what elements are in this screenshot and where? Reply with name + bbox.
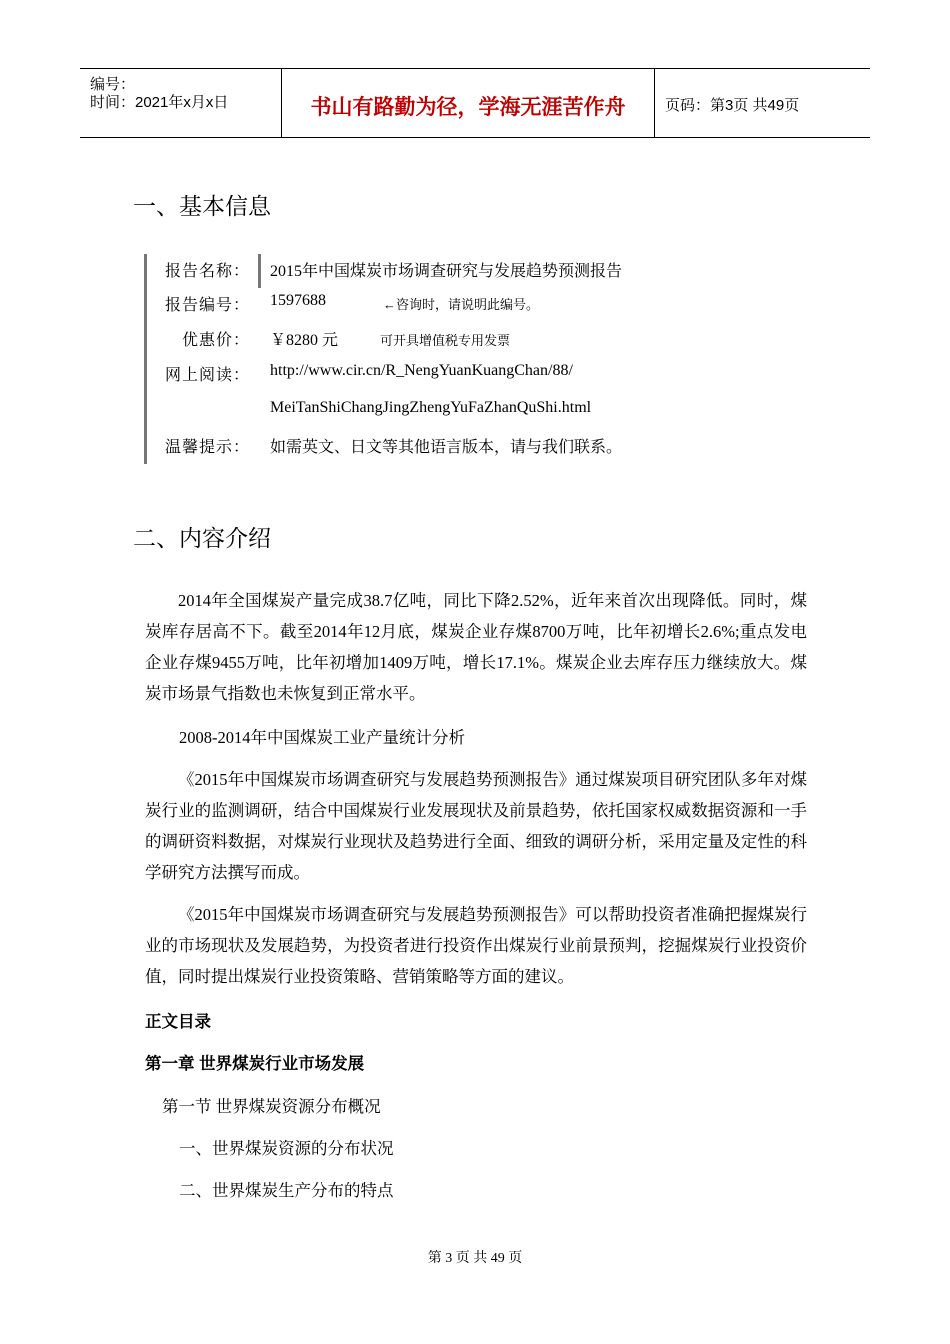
report-number-note: ←咨询时，请说明此编号。 xyxy=(383,297,540,312)
report-name-value: 2015年中国煤炭市场调查研究与发展趋势预测报告 xyxy=(270,263,623,280)
info-value-bar xyxy=(258,254,261,288)
price-value: ￥8280 元 xyxy=(270,332,339,349)
page-footer: 第 3 页 共 49 页 xyxy=(427,1251,523,1266)
toc-heading: 正文目录 xyxy=(145,1013,211,1031)
date-line: 时间：2021年x月x日 xyxy=(90,94,229,111)
intro-paragraph-1: 2014年全国煤炭产量完成38.7亿吨，同比下降2.52%，近年来首次出现降低。同时，煤炭库存居高不下。截至2014年12月底，煤炭企业存煤8700万吨，比年初增长2.6%;重点发电企业存煤9455万吨，比年初增加1409万吨，增长17.1%。煤炭企业去库存压力继续放大。煤炭市场景气指数也未恢复到正常水平。 xyxy=(145,591,807,703)
intro-paragraph-2: 2008-2014年中国煤炭工业产量统计分析 xyxy=(179,728,465,747)
header-meta-cell xyxy=(80,69,282,137)
price-label: 优惠价： xyxy=(182,332,251,349)
report-number-label: 报告编号： xyxy=(165,297,251,314)
header-motto-cell xyxy=(282,69,655,137)
report-name-label: 报告名称： xyxy=(165,263,251,280)
info-left-bar xyxy=(144,254,147,464)
price-note: 可开具增值税专用发票 xyxy=(380,333,511,348)
page-header xyxy=(80,68,870,138)
report-number-value: 1597688 xyxy=(270,292,326,309)
toc-item-1[interactable]: 一、世界煤炭资源的分布状况 xyxy=(179,1139,394,1158)
intro-paragraph-3: 《2015年中国煤炭市场调查研究与发展趋势预测报告》通过煤炭项目研究团队多年对煤炭行业的监测调研，结合中国煤炭行业发展现状及前景趋势，依托国家权威数据资源和一手的调研资料数据，对煤炭行业现状及趋势进行全面、细致的调研分析，采用定量及定性的科学研究方法撰写而成。 xyxy=(145,770,807,882)
intro-paragraph-4: 《2015年中国煤炭市场调查研究与发展趋势预测报告》可以帮助投资者准确把握煤炭行业的市场现状及发展趋势，为投资者进行投资作出煤炭行业前景预判，挖掘煤炭行业投资价值，同时提出煤炭行业投资策略、营销策略等方面的建议。 xyxy=(145,905,807,986)
toc-item-2[interactable]: 二、世界煤炭生产分布的特点 xyxy=(179,1181,394,1200)
section-title-basic-info: 一、基本信息 xyxy=(133,193,271,219)
online-read-link[interactable]: http://www.cir.cn/R_NengYuanKuangChan/88/ xyxy=(270,362,573,379)
online-read-label: 网上阅读： xyxy=(165,367,251,384)
toc-section-1[interactable]: 第一节 世界煤炭资源分布概况 xyxy=(162,1097,381,1116)
header-page-cell xyxy=(655,69,870,137)
section-title-content: 二、内容介绍 xyxy=(133,525,271,551)
toc-chapter-1[interactable]: 第一章 世界煤炭行业市场发展 xyxy=(145,1055,365,1073)
online-read-link-cont[interactable]: MeiTanShiChangJingZhengYuFaZhanQuShi.html xyxy=(270,399,592,416)
motto: 书山有路勤为径，学海无涯苦作舟 xyxy=(310,96,626,119)
tip-label: 温馨提示： xyxy=(165,439,251,456)
page-info: 页码：第3页 共49页 xyxy=(665,97,800,114)
tip-value: 如需英文、日文等其他语言版本，请与我们联系。 xyxy=(270,439,623,456)
number-label: 编号： xyxy=(90,76,136,93)
